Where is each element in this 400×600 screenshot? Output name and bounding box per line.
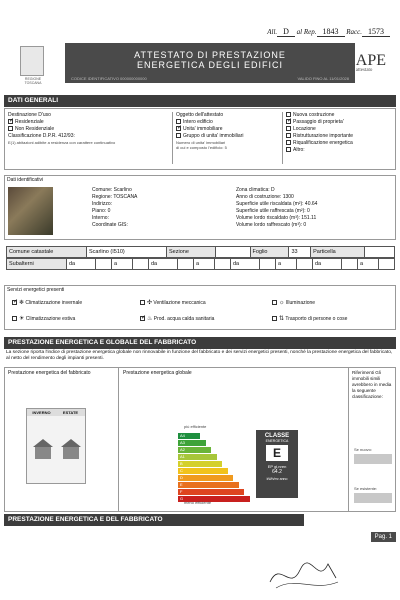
- se-esistente-marker: [354, 493, 392, 503]
- energy-band-a2: A2: [178, 447, 211, 453]
- energy-band-f: F: [178, 489, 244, 495]
- tap-icon: ♨: [147, 316, 153, 322]
- building-photo: [8, 187, 53, 235]
- divider: [118, 367, 119, 512]
- energy-band-c: C: [178, 468, 228, 474]
- classe-value: E: [266, 445, 288, 461]
- servizi-title: Servizi energetici presenti: [7, 287, 65, 293]
- servizio-vent: ✣ Ventilazione meccanica: [140, 300, 206, 307]
- oggetto-block: Oggetto dell'attestato Intero edificio ✓Unita' immobiliare Gruppo di unita' immobiliari Numero di unita' immobiliari di cui e composto l'edificio: 5: [172, 112, 272, 164]
- dati-identificativi-title: Dati identificativi: [7, 177, 44, 183]
- section-dati-generali: DATI GENERALI: [4, 95, 396, 107]
- title-line1: ATTESTATO DI PRESTAZIONE: [134, 50, 286, 60]
- meno-efficiente: meno efficiente: [184, 500, 212, 505]
- region-crest-icon: [20, 46, 44, 76]
- energy-band-d: D: [178, 475, 233, 481]
- snowflake-icon: ❄: [19, 300, 25, 306]
- title-banner: ATTESTATO DI PRESTAZIONE ENERGETICA DEGLI EDIFICI CODICE IDENTIFICATIVO 000000000000 VALIDO FINO AL 11/01/2028: [65, 43, 355, 83]
- servizio-clim-est: ☀ Climatizzazione estiva: [12, 316, 75, 323]
- energy-band-e: E: [178, 482, 239, 488]
- riferimenti-title: Riferimenti Gli immobili simili avrebbero in media la seguente classificazione:: [352, 370, 392, 399]
- fabbricato-title: Prestazione energetica del fabbricato: [8, 370, 91, 376]
- checkbox-unita[interactable]: [176, 126, 181, 131]
- servizio-trasp: ⇅ Trasporto di persone o cose: [272, 316, 347, 323]
- servizio-illum: ☼ Illuminazione: [272, 300, 315, 307]
- title-line2: ENERGETICA DEGLI EDIFICI: [136, 60, 284, 70]
- ident-right: Zona climatica: D Anno di costruzione: 1300 Superficie utile riscaldata (m²): 40.64 Superficie utile raffrescata (m²): 0 Volume lordo riscaldato (m³): 151.11 Volume lordo raffrescato (m³): 0: [236, 187, 318, 228]
- region-crest-label: REGIONE TOSCANA: [24, 77, 42, 85]
- globale-title: Prestazione energetica globale: [123, 370, 192, 376]
- house-winter-icon: [33, 439, 53, 461]
- checkbox-residenziale[interactable]: [8, 119, 13, 124]
- catasto-table: Comune catastale Scarlino (I510) Sezione Foglio 33 Particella: [6, 246, 395, 258]
- checkbox-riqualificazione[interactable]: [286, 140, 291, 145]
- energy-band-a3: A3: [178, 440, 206, 446]
- energy-band-b: B: [178, 461, 222, 467]
- divider: [348, 367, 349, 512]
- checkbox-locazione[interactable]: [286, 126, 291, 131]
- checkbox-gruppo[interactable]: [176, 133, 181, 138]
- checkbox-non-residenziale[interactable]: [8, 126, 13, 131]
- energy-bands: [178, 432, 258, 503]
- ape-logo: APE attestato: [355, 52, 386, 73]
- house-summer-icon: [61, 439, 81, 461]
- page-number: Pag. 1: [371, 532, 396, 542]
- ident-left: Comune: Scarlino Regione: TOSCANA Indirizzo: Piano: 0 Interno: Coordinate GIS:: [92, 187, 138, 228]
- se-nuovo-marker: [354, 454, 392, 464]
- energy-band-a1: A1: [178, 454, 217, 460]
- fan-icon: ✣: [147, 300, 153, 306]
- checkbox-altro[interactable]: [286, 147, 291, 152]
- se-esistente-label: Se esistente:: [354, 486, 378, 491]
- servizio-clim-inv: ✓❄ Climatizzazione invernale: [12, 300, 82, 307]
- fabbricato-graphic: INVERNO ESTATE: [26, 408, 86, 484]
- se-nuovo-label: Se nuovo:: [354, 447, 373, 452]
- sun-icon: ☀: [19, 316, 25, 322]
- elevator-icon: ⇅: [279, 316, 285, 322]
- prestazione-desc: La sezione riporta l'indice di prestazione energetica globale non rinnovabile in funzione del fabbricato e dei servizi energetici presenti, nonché la prestazione energetica del fabbricato, al netto del rendimento degli impianti presenti.: [6, 350, 393, 361]
- subalterni-table: Subalterni da a da a da a da a: [6, 258, 395, 270]
- checkbox-ristrutturazione[interactable]: [286, 133, 291, 138]
- energy-band-g: G: [178, 496, 250, 502]
- destinazione-block: Destinazione D'uso ✓Residenziale Non Residenziale Classificazione D.P.R. 412/93: E(1) abitazioni adibite a residenza con carattere continuativo: [8, 112, 158, 145]
- servizio-acs: ✓♨ Prod. acqua calda sanitaria: [140, 316, 214, 323]
- classe-box: CLASSE ENERGETICA E EP gl,nren 64.2 kWh/m² anno: [256, 430, 298, 498]
- section-prestazione-fabbricato: PRESTAZIONE ENERGETICA E DEL FABBRICATO: [4, 514, 304, 526]
- signature: [266, 552, 342, 596]
- motivo-block: Nuova costruzione ✓Passaggio di proprieta' Locazione Ristrutturazione importante Riqualificazione energetica Altro:: [282, 112, 394, 164]
- bulb-icon: ☼: [279, 300, 285, 306]
- energy-band-a4: A4: [178, 433, 200, 439]
- piu-efficiente: più efficiente: [184, 424, 207, 429]
- protocol-header: All. D al Rep. 1843 Racc. 1573: [267, 27, 390, 36]
- checkbox-passaggio[interactable]: [286, 119, 291, 124]
- section-prestazione: PRESTAZIONE ENERGETICA E GLOBALE DEL FABBRICATO: [4, 337, 396, 349]
